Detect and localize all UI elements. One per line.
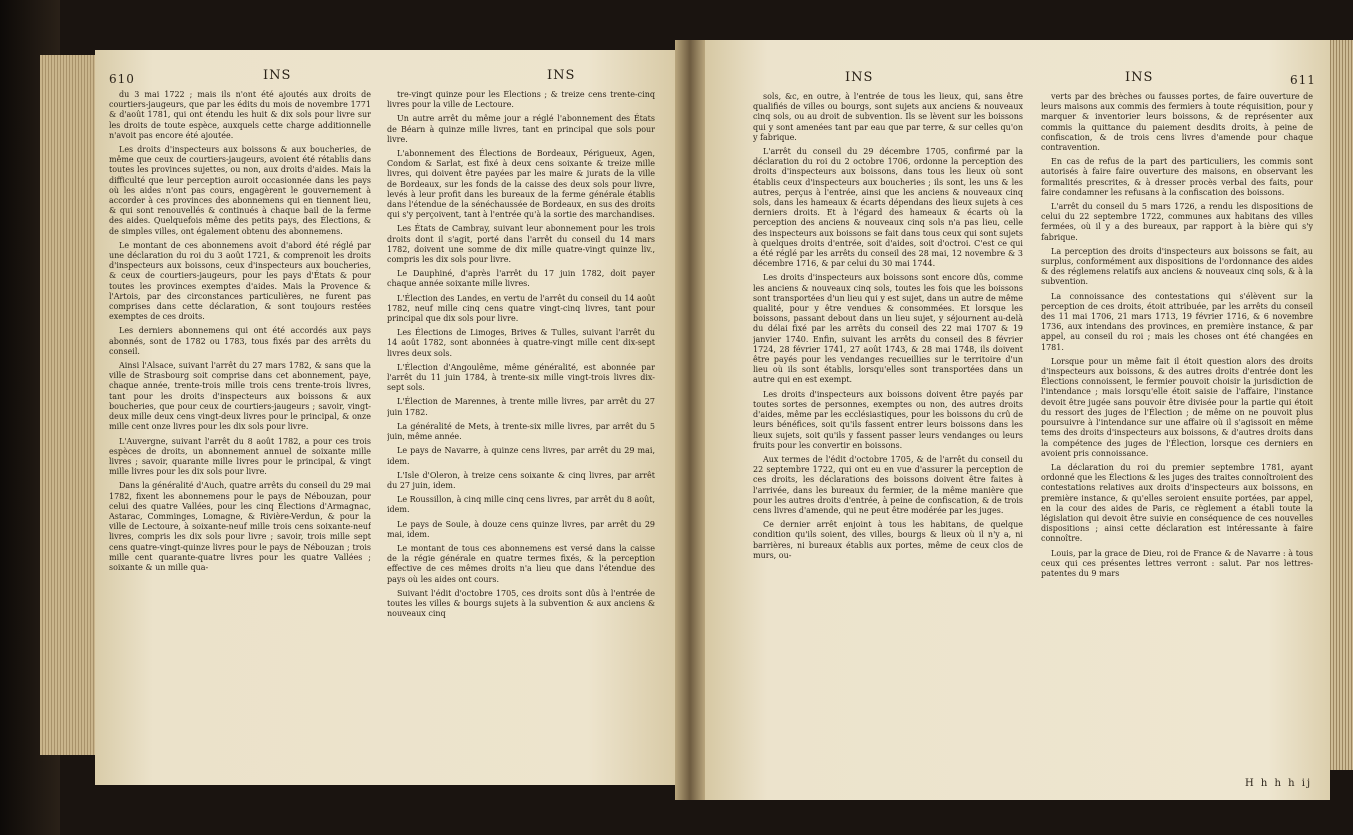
left-running-head-1: INS	[263, 68, 292, 83]
paragraph: Les derniers abonnemens qui ont été accordés aux pays abonnés, sont de 1782 ou 1783, tous fixés par des arrêts du conseil.	[109, 326, 371, 356]
left-page-column-2	[387, 90, 655, 780]
paragraph: du 3 mai 1722 ; mais ils n'ont été ajoutés aux droits de courtiers-jaugeurs, que par les édits du mois de novembre 1771 & d'août 1781, qui ont étendu les huit & dix sols pour livre sur les droits de toute espèce, auxquels cette charge additionnelle n'avoit pas encore été ajoutée.	[109, 90, 371, 140]
paragraph: La déclaration du roi du premier septembre 1781, ayant ordonné que les Élections & les juges des traites connoîtroient des contestations relatives aux droits d'inspecteurs aux boissons, en première instance, & qu'elles seroient ensuite portées, par appel, en la cour des aides de Paris, ce règlement a établi toute la législation qui devoit être suivie en conséquence de ces nouvelles dispositions ; ainsi cette déclaration est intéressante à faire connoître.	[1041, 462, 1313, 544]
paragraph: L'abonnement des Élections de Bordeaux, Périgueux, Agen, Condom & Sarlat, est fixé à deux cens soixante & treize mille livres, qui doivent être payées par les maire & jurats de la ville de Bordeaux, sur les fonds de la caisse des deux sols pour livre, levés à leur profit dans les bureaux de la ferme générale établis dans l'étendue de la sénéchaussée de Bordeaux, en sus des droits qui s'y perçoivent, tant à l'entrée qu'à la sortie des marchandises.	[387, 149, 655, 220]
paragraph: sols, &c, en outre, à l'entrée de tous les lieux, qui, sans être qualifiés de villes ou bourgs, sont sujets aux anciens & nouveaux cinq sols, ou au droit de subvention. Ils se lèvent sur les boissons qui y sont amenées tant par eau que par terre, & sur celles qu'on y fabrique.	[753, 92, 1023, 142]
right-page-column-2	[1041, 92, 1313, 777]
paragraph: Lorsque pour un même fait il étoit question alors des droits d'inspecteurs aux boissons, & des autres droits d'entrée dont les Élections connoissent, le fermier pouvoit choisir la jurisdiction de l'intendance ; mais lorsqu'elle étoit saisie de l'affaire, l'instance devoit être jugée sans pouvoir être divisée pour la partie qui étoit du ressort des juges de l'Élection ; de même on ne pouvoit plus poursuivre à l'intendance sur une affaire où il s'agissoit en même tems des droits d'inspecteurs aux boissons, & d'autres droits dans la compétence des juges de l'Élection, lorsque ces derniers en avoient pris connoissance.	[1041, 356, 1313, 458]
book-gutter	[675, 40, 705, 800]
paragraph: Le Roussillon, à cinq mille cinq cens livres, par arrêt du 8 août, idem.	[387, 495, 655, 515]
left-page-edges	[40, 55, 95, 755]
paragraph: Dans la généralité d'Auch, quatre arrêts du conseil du 29 mai 1782, fixent les abonnemens pour le pays de Nébouzan, pour celui des quatre Vallées, pour les cinq Élections d'Armagnac, Astarac, Comminges, Lomagne, & Rivière-Verdun, & pour la ville de Lectoure, à soixante-neuf mille trois cens soixante-neuf livres, compris les dix sols pour livre ; savoir, trois mille sept cens quatre-vingt-quinze livres pour le pays de Nébouzan ; trois mille cent quarante-quatre livres pour les quatre Vallées ; soixante & un mille qua-	[109, 481, 371, 572]
paragraph: tre-vingt quinze pour les Élections ; & treize cens trente-cinq livres pour la ville de Lectoure.	[387, 90, 655, 110]
paragraph: verts par des brèches ou fausses portes, de faire ouverture de leurs maisons aux commis des fermiers à toute réquisition, pour y marquer & inventorier leurs boissons, & de représenter aux commis la quittance du paiement desdits droits, à peine de confiscation, & de trois cens livres d'amende pour chaque contravention.	[1041, 92, 1313, 153]
paragraph: Les Élections de Limoges, Brives & Tulles, suivant l'arrêt du 14 août 1782, sont abonnées à quatre-vingt mille cent dix-sept livres deux sols.	[387, 328, 655, 358]
paragraph: Louis, par la grace de Dieu, roi de France & de Navarre : à tous ceux qui ces présentes lettres verront : salut. Par nos lettres-patentes du 9 mars	[1041, 548, 1313, 578]
paragraph: Le montant de tous ces abonnemens est versé dans la caisse de la régie générale en quatre termes fixés, & la perception effective de ces mêmes droits n'a lieu que dans l'étendue des pays où les aides ont cours.	[387, 543, 655, 584]
paragraph: La connoissance des contestations qui s'élèvent sur la perception de ces droits, étoit attribuée, par les arrêts du conseil des 11 mai 1706, 21 mars 1713, 19 février 1716, & 6 novembre 1736, aux intendans des provinces, en première instance, & par appel, au conseil du roi ; mais les choses ont été changées en 1781.	[1041, 291, 1313, 352]
left-page-column-1	[109, 90, 371, 780]
paragraph: L'Élection des Landes, en vertu de l'arrêt du conseil du 14 août 1782, neuf mille cinq cens quatre vingt-cinq livres, tant pour principal que dix sols pour livre.	[387, 293, 655, 324]
right-page-column-1	[753, 92, 1023, 787]
paragraph: Les droits d'inspecteurs aux boissons sont encore dûs, comme les anciens & nouveaux cinq sols, toutes les fois que les boissons sont transportées d'un lieu qui y est sujet, dans un autre de même qualité, pour y être vendues & consommées. Et lorsque les boissons, passant debout dans un lieu sujet, y séjournent au-delà du délai fixé par les arrêts du conseil des 22 mai 1707 & 19 janvier 1740. Enfin, suivant les arrêts du conseil des 8 février 1724, 28 février 1741, 27 août 1743, & 28 mai 1748, ils doivent être payés pour les vendanges recueillies sur le territoire d'un lieu où ils sont établis, lorsqu'elles sont transportées dans un autre qui en est exempt.	[753, 273, 1023, 385]
right-running-head-2: INS	[1125, 70, 1154, 85]
paragraph: Un autre arrêt du même jour a réglé l'abonnement des États de Béarn à quinze mille livres, tant en principal que sols pour livre.	[387, 114, 655, 144]
paragraph: L'Auvergne, suivant l'arrêt du 8 août 1782, a pour ces trois espèces de droits, un abonnement annuel de soixante mille livres ; savoir, quarante mille livres pour le principal, & vingt mille livres pour les dix sols pour livre.	[109, 436, 371, 477]
paragraph: Aux termes de l'édit d'octobre 1705, & de l'arrêt du conseil du 22 septembre 1722, qui ont eu en vue d'assurer la perception de ces droits, les déclarations des boissons doivent être faites à l'arrivée, dans les bureaux du fermier, de la même manière que pour les autres droits d'entrée, à peine de confiscation, & de trois cens livres d'amende, qui ne peut être modérée par les juges.	[753, 454, 1023, 515]
paragraph: L'arrêt du conseil du 5 mars 1726, a rendu les dispositions de celui du 22 septembre 1722, communes aux habitans des villes fermées, où il y a des bureaux, par rapport à la bière qui s'y fabrique.	[1041, 202, 1313, 242]
left-page	[95, 50, 675, 785]
paragraph: L'Élection de Marennes, à trente mille livres, par arrêt du 27 juin 1782.	[387, 397, 655, 417]
right-page	[705, 40, 1330, 800]
paragraph: L'arrêt du conseil du 29 décembre 1705, confirmé par la déclaration du roi du 2 octobre 1706, ordonne la perception des droits d'inspecteurs aux boissons, dans tous les lieux où sont établis ceux d'inspecteurs aux boucheries ; ils sont, les uns & les autres, perçus à l'entrée, ainsi que les anciens & nouveaux cinq sols, dans les hameaux & écarts dépendans des lieux sujets à ces derniers droits. Et à l'égard des hameaux & écarts où la perception des anciens & nouveaux cinq sols n'a pas lieu, celle des inspecteurs aux boissons se fait dans tous ceux qui sont sujets à quelques droits d'entrée, soit d'aides, soit d'octroi. C'est ce qui a été réglé par les arrêts du conseil des 28 mai, 12 novembre & 3 décembre 1716, & par celui du 30 mai 1744.	[753, 147, 1023, 269]
paragraph: Les États de Cambray, suivant leur abonnement pour les trois droits dont il s'agit, porté dans l'arrêt du conseil du 14 mars 1782, doivent une somme de dix mille quatre-vingt quinze liv., compris les dix sols pour livre.	[387, 224, 655, 265]
paragraph: Ce dernier arrêt enjoint à tous les habitans, de quelque condition qu'ils soient, des villes, bourgs & lieux où il n'y a, ni barrières, ni bureaux établis aux portes, même de ceux clos de murs, ou-	[753, 520, 1023, 560]
right-page-number: 611	[1290, 73, 1316, 87]
paragraph: Suivant l'édit d'octobre 1705, ces droits sont dûs à l'entrée de toutes les villes & bourgs sujets à la subvention & aux anciens & nouveaux cinq	[387, 588, 655, 619]
paragraph: Le Dauphiné, d'après l'arrêt du 17 juin 1782, doit payer chaque année soixante mille livres.	[387, 269, 655, 289]
paragraph: Le montant de ces abonnemens avoit d'abord été réglé par une déclaration du roi du 3 août 1721, & comprenoit les droits d'inspecteurs aux boissons, ceux d'inspecteurs aux boucheries, & ceux de courtiers-jaugeurs, pour les pays d'États & pour toutes les provinces exemptes d'aides. Mais la Provence & l'Artois, par des circonstances particulières, ne furent pas comprises dans cette déclaration, & sont toujours restées exemptes de ces droits.	[109, 240, 371, 322]
left-running-head-2: INS	[547, 68, 576, 83]
paragraph: L'Isle d'Oleron, à treize cens soixante & cinq livres, par arrêt du 27 juin, idem.	[387, 470, 655, 490]
paragraph: Ainsi l'Alsace, suivant l'arrêt du 27 mars 1782, & sans que la ville de Strasbourg soit comprise dans cet abonnement, paye, chaque année, trente-trois mille trois cens trente-trois livres, tant pour les droits d'inspecteurs aux boissons & aux boucheries, que pour ceux de courtiers-jaugeurs ; savoir, vingt-deux mille deux cens vingt-deux livres pour le principal, & onze mille cent onze livres pour les dix sols pour livre.	[109, 361, 371, 432]
right-page-edges	[1328, 40, 1353, 770]
paragraph: La perception des droits d'inspecteurs aux boissons se fait, au surplus, conformément aux dispositions de l'ordonnance des aides & des réglemens relatifs aux anciens & nouveaux cinq sols, & à la subvention.	[1041, 246, 1313, 287]
paragraph: Le pays de Soule, à douze cens quinze livres, par arrêt du 29 mai, idem.	[387, 519, 655, 539]
right-running-head-1: INS	[845, 70, 874, 85]
paragraph: Le pays de Navarre, à quinze cens livres, par arrêt du 29 mai, idem.	[387, 446, 655, 466]
signature-mark: H h h h ij	[1245, 778, 1313, 789]
paragraph: L'Élection d'Angoulême, même généralité, est abonnée par l'arrêt du 11 juin 1784, à trente-six mille vingt-trois livres dix-sept sols.	[387, 362, 655, 393]
paragraph: La généralité de Mets, à trente-six mille livres, par arrêt du 5 juin, même année.	[387, 421, 655, 442]
paragraph: Les droits d'inspecteurs aux boissons doivent être payés par toutes sortes de personnes, exemptes ou non, des autres droits d'aides, même par les ecclésiastiques, pour les boissons du crû de leurs bénéfices, soit qu'ils fassent entrer leurs boissons dans les lieux sujets, soit qu'ils y fassent passer leurs vendanges ou leurs fruits pour les convertir en boissons.	[753, 389, 1023, 450]
paragraph: En cas de refus de la part des particuliers, les commis sont autorisés à faire faire ouverture des maisons, en observant les formalités prescrites, & à dresser procès verbal des faits, pour faire condamner les refusans à la confiscation des boissons.	[1041, 157, 1313, 197]
paragraph: Les droits d'inspecteurs aux boissons & aux boucheries, de même que ceux de courtiers-jaugeurs, avoient été rétablis dans toutes les provinces sujettes, ou non, aux droits d'aides. Mais la difficulté que leur perception auroit occasionnée dans les pays où les aides n'ont pas cours, engagèrent le gouvernement à accorder à ces provinces des abonnemens qui en tiennent lieu, & qui sont renouvellés & continués à chaque bail de la ferme des aides. Quelquefois même des petits pays, des Élections, & de simples villes, ont également obtenu des abonnemens.	[109, 145, 371, 236]
left-page-number: 610	[109, 72, 135, 86]
